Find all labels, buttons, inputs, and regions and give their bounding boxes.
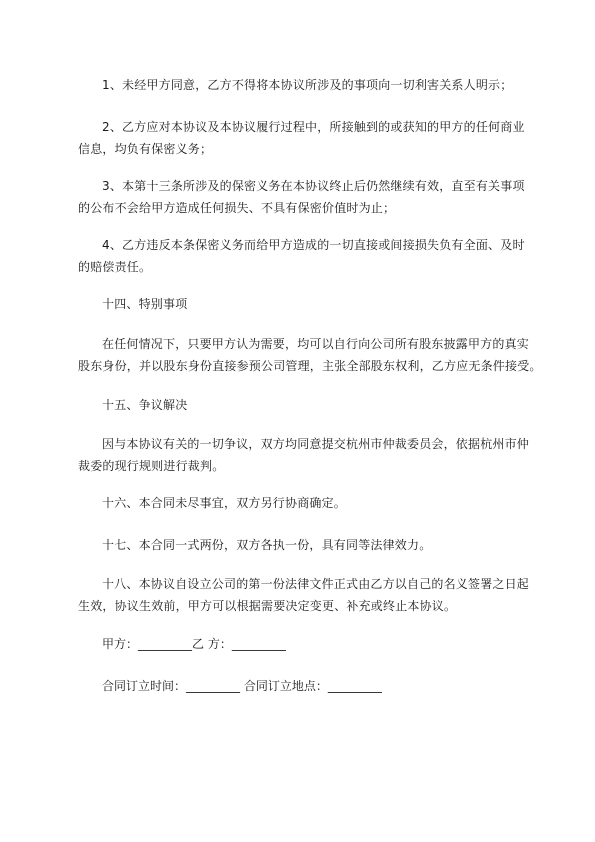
text-line: 的公布不会给甲方造成任何损失、不具有保密价值时为止； bbox=[78, 201, 396, 215]
text-line: 4、乙方违反本条保密义务而给甲方造成的一切直接或间接损失负有全面、及时 bbox=[102, 238, 525, 252]
heading-text: 十四、特别事项 bbox=[102, 297, 188, 311]
text-line: 信息，均负有保密义务； bbox=[78, 142, 213, 156]
text-line: 3、本第十三条所涉及的保密义务在本协议终止后仍然继续有效，直至有关事项 bbox=[102, 179, 525, 193]
text-line: 1、未经甲方同意，乙方不得将本协议所涉及的事项向一切利害关系人明示； bbox=[102, 78, 513, 92]
text-line: 的赔偿责任。 bbox=[78, 260, 152, 274]
text-line: 十七、本合同一式两份，双方各执一份，具有同等法律效力。 bbox=[102, 538, 432, 552]
text-line: 在任何情况下，只要甲方认为需要，均可以自行向公司所有股东披露甲方的真实 bbox=[102, 337, 530, 351]
section-14-heading bbox=[78, 293, 562, 315]
text-line: 十六、本合同未尽事宜，双方另行协商确定。 bbox=[102, 496, 347, 510]
section-17 bbox=[78, 534, 562, 556]
section-16 bbox=[78, 492, 562, 514]
section-15-body bbox=[78, 433, 562, 477]
section-15-heading bbox=[78, 394, 562, 416]
text-line: 生效，协议生效前，甲方可以根据需要决定变更、补充或终止本协议。 bbox=[78, 599, 457, 613]
section-18 bbox=[78, 573, 562, 617]
section-14-body bbox=[78, 333, 562, 377]
clause-13-item-1 bbox=[78, 74, 562, 96]
heading-text: 十五、争议解决 bbox=[102, 398, 188, 412]
clause-13-item-3 bbox=[78, 175, 562, 219]
party-signature-line: 甲方：_________乙 方：_________ bbox=[102, 637, 286, 651]
clause-13-item-2 bbox=[78, 116, 562, 160]
clause-13-item-4 bbox=[78, 234, 562, 278]
text-line: 十八、本协议自设立公司的第一份法律文件正式由乙方以自己的名义签署之日起 bbox=[102, 577, 530, 591]
text-line: 裁委的现行规则进行裁判。 bbox=[78, 459, 225, 473]
contract-date-place-line: 合同订立时间：_________ 合同订立地点：_________ bbox=[102, 679, 382, 693]
text-line: 股东身份，并以股东身份直接参预公司管理，主张全部股东权利，乙方应无条件接受。 bbox=[78, 359, 542, 373]
text-line: 因与本协议有关的一切争议，双方均同意提交杭州市仲裁委员会，依据杭州市仲 bbox=[102, 437, 530, 451]
text-line: 2、乙方应对本协议及本协议履行过程中，所接触到的或获知的甲方的任何商业 bbox=[102, 120, 525, 134]
